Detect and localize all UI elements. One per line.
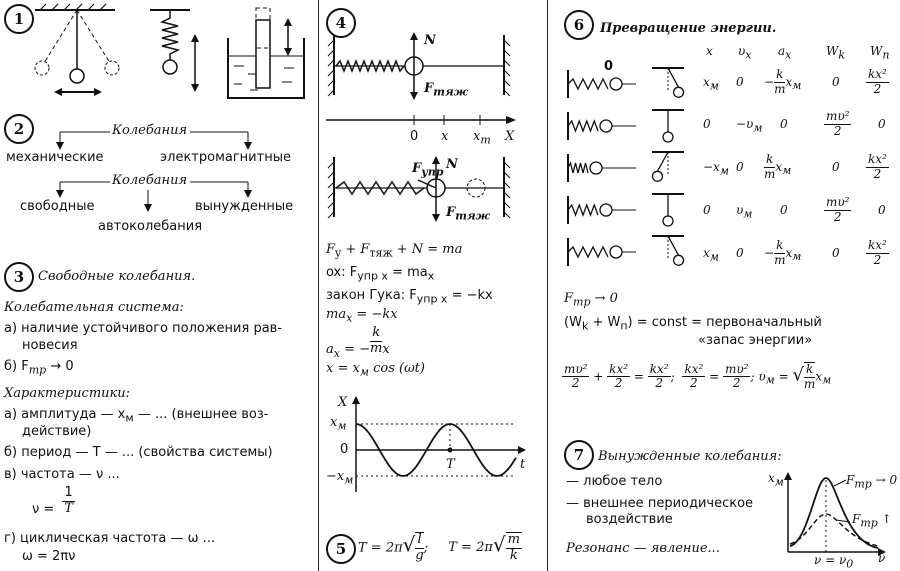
fraction: [804, 362, 815, 392]
denominator: 2: [614, 376, 623, 391]
text: cos (ωt): [368, 361, 425, 376]
text: F: [412, 161, 422, 176]
cell-kinetic-energy: [824, 110, 851, 139]
bob: [663, 216, 673, 226]
numerator: k: [764, 153, 775, 168]
fraction: [764, 153, 775, 182]
char-cyclic-frequency: г) циклическая частота — ω ...: [4, 531, 216, 546]
cell-x: [703, 118, 711, 132]
text: T = 2π: [448, 540, 493, 556]
period-formulas: T = 2π√ $\frac{l}{g}$ ; T = 2π√ $\frac{m}{k}$: [358, 532, 520, 563]
denominator: 2: [833, 123, 842, 138]
spring: [568, 247, 608, 257]
subscript: м: [344, 473, 354, 487]
subscript: упр x: [416, 292, 448, 306]
fraction: [774, 68, 785, 97]
ma-equation: [326, 308, 398, 325]
cell-acceleration: [764, 239, 801, 268]
denominator: 2: [732, 376, 741, 391]
denominator: m: [764, 166, 776, 181]
text: −x: [703, 160, 720, 174]
cell-potential-energy: [866, 153, 889, 182]
numerator: l: [415, 533, 423, 549]
text: a: [778, 44, 786, 58]
resonance-label: Резонанс — явление...: [566, 541, 720, 556]
resonance-nu-label: ν: [878, 551, 886, 565]
text: υ: [738, 44, 746, 58]
text: = −: [339, 341, 371, 357]
energy-conservation: [564, 316, 822, 333]
subscript: x: [427, 269, 435, 283]
bob: [663, 132, 673, 142]
text: x: [785, 245, 793, 260]
force-N-label: N: [424, 33, 436, 48]
fraction: [415, 532, 423, 564]
projection-equation: [326, 266, 434, 283]
tree-leaf-free: свободные: [20, 199, 95, 214]
subsection-title: Колебательная система:: [4, 300, 184, 315]
text: a: [326, 341, 334, 357]
friction-condition: [564, 292, 618, 309]
force-elastic-label: [412, 162, 444, 179]
subscript: x: [785, 48, 792, 62]
tree-root-label: Колебания: [112, 123, 188, 138]
ball: [610, 246, 622, 258]
fraction: [506, 532, 522, 564]
subscript: м: [743, 207, 753, 221]
text: ) = const = первоначальный: [627, 315, 822, 330]
spring: [568, 163, 588, 173]
string: [657, 152, 668, 171]
denominator: 2: [571, 376, 580, 391]
text: υ: [758, 369, 766, 384]
char-period: б) период — T — ... (свойства системы): [4, 445, 273, 460]
force-gravity-label: [446, 206, 490, 223]
tree-root-label: Колебания: [112, 173, 188, 188]
subscript: м: [359, 365, 369, 379]
section-title: Вынужденные колебания:: [598, 449, 782, 464]
spring: [568, 79, 608, 89]
section-number: 4: [326, 8, 356, 38]
sqrt-sign: √: [492, 532, 506, 557]
subscript: м: [792, 250, 802, 264]
subscript: м: [709, 250, 719, 264]
subscript: тяж: [455, 209, 490, 223]
section-title: Свободные колебания.: [38, 269, 196, 284]
text: x: [703, 246, 710, 260]
tree-leaf-electromagnetic: электромагнитные: [160, 150, 291, 165]
text: (W: [564, 315, 582, 330]
condition-b: [4, 360, 74, 377]
text: ma: [326, 307, 347, 322]
numerator: mυ²: [724, 361, 749, 376]
text: а) амплитуда — x: [4, 407, 126, 422]
numerator: mυ²: [826, 109, 850, 123]
subscript: m: [480, 133, 491, 147]
condition-a-cont: новесия: [22, 338, 78, 353]
text: x = x: [326, 361, 360, 376]
curve-label-high-friction: [852, 513, 892, 530]
ball: [600, 204, 612, 216]
force-N-label: N: [446, 157, 458, 172]
sqrt-sign: √: [792, 364, 804, 386]
text: x: [785, 74, 793, 89]
col-header-wp: [870, 44, 889, 61]
numerator: kx²: [684, 361, 704, 376]
numerator: kx²: [609, 361, 629, 376]
numerator: k: [774, 239, 785, 254]
text: W: [826, 44, 839, 58]
text: F: [564, 291, 574, 306]
text: F: [446, 205, 456, 220]
graph-xm-label: [330, 416, 346, 433]
numerator: kx²: [868, 238, 887, 252]
axis-X: X: [505, 129, 515, 144]
cell-velocity: [736, 247, 744, 261]
subscript: k: [581, 319, 589, 333]
cell-velocity: [736, 76, 744, 90]
numerator: kx²: [649, 361, 669, 376]
forced-item-2: — внешнее периодическое: [566, 496, 754, 511]
subscript: упр x: [357, 269, 388, 283]
cosine-graph: [326, 392, 536, 502]
denominator: g: [415, 547, 424, 563]
subscript: м: [765, 373, 775, 387]
denominator: m: [774, 81, 786, 96]
fraction: [866, 68, 889, 97]
text: ox: F: [326, 265, 358, 280]
subscript: тр: [28, 363, 47, 377]
text: закон Гука: F: [326, 288, 417, 303]
text: + F: [341, 242, 370, 257]
cell-acceleration: [764, 68, 801, 97]
denominator: k: [509, 547, 518, 563]
subscript: 0: [846, 557, 854, 571]
zero-mark: 0: [604, 59, 614, 74]
cell-kinetic-energy: [832, 161, 840, 175]
text: 0: [703, 117, 711, 131]
bob: [674, 255, 684, 265]
section-number: 2: [4, 114, 34, 144]
text: 0: [780, 203, 788, 217]
char-frequency: в) частота — ν ...: [4, 467, 120, 482]
denominator: 2: [873, 252, 882, 267]
section-number: 6: [564, 10, 594, 40]
subscript: м: [792, 79, 802, 93]
text: x: [473, 129, 481, 144]
graph-t-label: t: [520, 457, 526, 472]
axis-origin: 0: [410, 129, 419, 144]
text: 0: [736, 246, 744, 260]
sqrt-sign: √: [402, 532, 416, 557]
string: [668, 68, 679, 87]
text: 0: [832, 75, 840, 89]
text: ν =: [32, 501, 55, 517]
energy-equality: $\frac{\text{mυ²}}{2}$ + $\frac{\text{kx²}}{2}$ = $\frac{\text{kx²}}{2}$ ; $\frac{\text{kx²}}{2}$ = $\frac{\text{mυ²}}{2}$ ; $\upsilon_м$ = √ $\frac{k}{m}$ $x_м$: [564, 361, 832, 391]
numerator: mυ²: [826, 195, 850, 209]
text: = −kx: [447, 288, 493, 303]
text: −: [764, 74, 775, 89]
cell-potential-energy: [866, 239, 889, 268]
curve-label-low-friction: [846, 474, 897, 491]
numerator: 1: [64, 485, 73, 500]
cell-kinetic-energy: [832, 247, 840, 261]
fraction: [682, 363, 705, 392]
text: −x: [326, 469, 345, 484]
numerator: k: [370, 326, 382, 342]
resonance-x-label: [814, 554, 853, 571]
cell-x: [703, 76, 719, 93]
force-gravity-label: [424, 82, 468, 99]
text: x: [703, 75, 710, 89]
subscript: тр: [854, 477, 872, 491]
graph-T-label: T: [446, 457, 455, 472]
text: x: [382, 341, 390, 357]
fraction: [370, 326, 382, 357]
numerator: mυ²: [564, 361, 588, 376]
text: F: [326, 242, 336, 257]
fraction: [723, 363, 750, 392]
spring-pendulum-diagram: [140, 8, 210, 103]
text: 0: [832, 246, 840, 260]
denominator: m: [803, 376, 816, 391]
cell-kinetic-energy: [832, 76, 840, 90]
denominator: T: [64, 500, 73, 516]
col-header-v: [738, 44, 752, 61]
ball: [590, 162, 602, 174]
cell-acceleration: [764, 153, 791, 182]
char-amplitude-cont: действие): [22, 424, 92, 439]
subscript: м: [709, 79, 719, 93]
text: = −kx: [352, 307, 398, 322]
text: 0: [736, 75, 744, 89]
numerator: k: [774, 68, 785, 83]
text: → 0: [46, 359, 74, 374]
bob: [674, 87, 684, 97]
subsection-title: Характеристики:: [4, 386, 131, 401]
tree-leaf-forced: вынужденные: [195, 199, 294, 214]
acceleration-equation: [326, 325, 390, 360]
section-number: 1: [4, 4, 34, 34]
text: + N = ma: [392, 242, 463, 257]
cell-velocity: [736, 204, 752, 221]
fraction: [562, 363, 589, 392]
section-number: 5: [326, 534, 356, 564]
graph-zero-label: 0: [340, 442, 349, 457]
condition-a: а) наличие устойчивого положения рав-: [4, 321, 283, 336]
subscript: тяж: [369, 246, 393, 260]
subscript: п: [882, 48, 890, 62]
axis-x: x: [441, 129, 449, 144]
graph-neg-xm-label: [326, 470, 353, 487]
subscript: x: [333, 346, 340, 360]
text: x: [775, 159, 783, 174]
hooke-law: [326, 289, 493, 306]
string: [668, 236, 679, 255]
denominator: 2: [655, 376, 663, 391]
text: x: [815, 369, 823, 384]
fraction: [824, 110, 851, 139]
denominator: 2: [873, 166, 882, 181]
fraction: [774, 239, 785, 268]
spring: [568, 205, 598, 215]
cell-velocity: [736, 118, 762, 135]
cell-velocity: [736, 161, 744, 175]
numerator: kx²: [868, 67, 887, 81]
numerator: m: [507, 532, 520, 547]
forced-item-2-cont: воздействие: [586, 512, 673, 527]
cell-potential-energy: [866, 68, 889, 97]
cell-acceleration: [780, 118, 788, 132]
subscript: м: [719, 164, 729, 178]
denominator: 2: [833, 209, 842, 224]
cell-x: [703, 247, 719, 264]
cell-acceleration: [780, 204, 788, 218]
denominator: m: [774, 252, 786, 267]
tree-leaf-mechanical: механические: [6, 150, 104, 165]
subscript: тр: [573, 295, 591, 309]
text: → 0: [590, 291, 618, 306]
subscript: м: [125, 411, 134, 425]
text: F: [424, 81, 434, 96]
text: 0: [832, 160, 840, 174]
fraction: [866, 239, 889, 268]
subscript: п: [620, 319, 628, 333]
text: 0: [780, 117, 788, 131]
subscript: тяж: [433, 85, 468, 99]
text: F: [846, 473, 855, 487]
resonance-y-label: [768, 472, 784, 489]
cyclic-formula: ω = 2πν: [22, 549, 76, 564]
ball: [610, 78, 622, 90]
col-header-a: [778, 44, 791, 61]
cell-x: [703, 204, 711, 218]
x-axis-diagram: [326, 112, 526, 132]
text: — ... (внешнее воз-: [133, 407, 269, 422]
subscript: м: [337, 419, 347, 433]
text: 0: [736, 160, 744, 174]
text: W: [870, 44, 883, 58]
subscript: k: [838, 48, 846, 62]
cell-potential-energy: [878, 118, 886, 132]
text: x: [768, 471, 775, 485]
subscript: x: [745, 48, 752, 62]
fraction: [866, 153, 889, 182]
cell-potential-energy: [878, 204, 886, 218]
column-divider: [547, 0, 548, 571]
text: ↑: [877, 512, 892, 526]
newton-equation: [326, 243, 462, 260]
fraction: [62, 486, 74, 517]
tree-leaf-self: автоколебания: [98, 219, 203, 234]
text: ν = ν: [814, 553, 847, 567]
bob: [652, 171, 662, 181]
text: υ: [736, 203, 744, 217]
fraction: [648, 363, 671, 392]
spring: [568, 121, 598, 131]
column-divider: [318, 0, 319, 571]
section-number: 3: [4, 262, 34, 292]
subscript: y: [335, 246, 342, 260]
text: −υ: [736, 117, 754, 131]
denominator: 2: [873, 81, 882, 96]
text: 0: [878, 203, 886, 217]
text: x: [330, 415, 338, 430]
subscript: м: [822, 373, 832, 387]
section-title: Превращение энергии.: [600, 21, 777, 36]
fraction: [607, 363, 630, 392]
denominator: 2: [690, 376, 698, 391]
text: F: [852, 512, 861, 526]
cell-x: [703, 161, 729, 178]
cell-kinetic-energy: [824, 196, 851, 225]
numerator: kx²: [868, 152, 887, 166]
numerator: k: [804, 363, 815, 378]
ball: [600, 120, 612, 132]
solution-equation: [326, 362, 425, 379]
subscript: тр: [860, 516, 878, 530]
subscript: x: [346, 311, 353, 325]
subscript: м: [774, 475, 784, 489]
col-header-wk: [826, 44, 845, 61]
energy-row-diagrams: [560, 70, 700, 280]
text: T = 2π: [358, 540, 403, 556]
axis-xm: [473, 130, 491, 147]
text: = ma: [387, 265, 428, 280]
text: 0: [878, 117, 886, 131]
float-in-liquid-diagram: [226, 8, 306, 103]
text: б) F: [4, 359, 29, 374]
subscript: упр: [421, 165, 444, 179]
graph-y-label: X: [338, 395, 348, 410]
energy-reserve-label: «запас энергии»: [698, 333, 813, 348]
section-number: 7: [564, 440, 594, 470]
denominator: m: [370, 340, 383, 356]
subscript: м: [782, 164, 792, 178]
text: 0: [703, 203, 711, 217]
char-amplitude: [4, 408, 268, 425]
pendulum-diagram: [30, 8, 120, 103]
subscript: м: [753, 121, 763, 135]
text: → 0: [871, 473, 898, 487]
fraction: [824, 196, 851, 225]
text: −: [764, 245, 775, 260]
col-header-x: x: [706, 44, 713, 58]
forced-item-1: — любое тело: [566, 474, 663, 489]
text: + W: [588, 315, 621, 330]
frequency-formula: [32, 486, 75, 517]
